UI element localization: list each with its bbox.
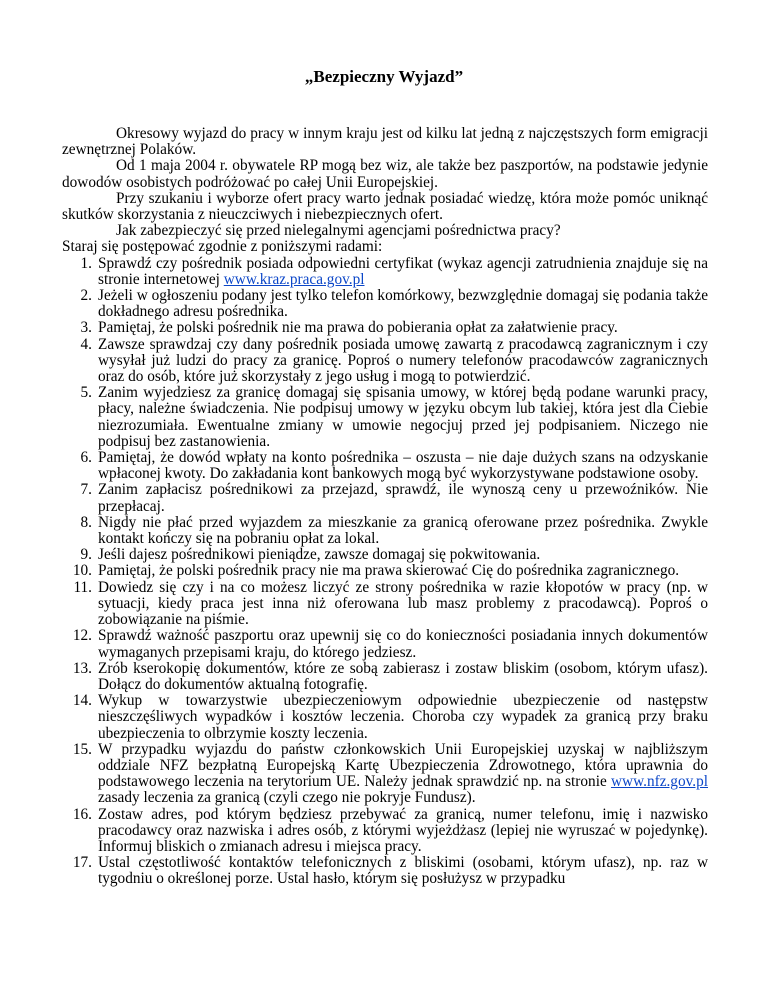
item-text: Nigdy nie płać przed wyjazdem za mieszkanie za granicą oferowane przez pośrednika. Zwykle kontakt kończy się na pobraniu opłat za lokal.	[98, 513, 708, 548]
item-number: 2.	[80, 287, 92, 305]
advice-item	[62, 547, 708, 563]
item-text: Zrób kserokopię dokumentów, które ze sobą zabierasz i zostaw bliskim (osobom, którym ufasz). Dołącz do dokumentów aktualną fotografię.	[98, 659, 708, 693]
item-text-after-link: zasady leczenia za granicą (czyli czego nie pokryje Fundusz).	[98, 789, 476, 807]
advice-list	[62, 256, 708, 888]
item-number: 17.	[72, 854, 92, 872]
item-number: 7.	[80, 481, 92, 499]
item-text: Sprawdź czy pośrednik posiada odpowiedni certyfikat (wykaz agencji zatrudnienia znajduje się na stronie internetowej	[98, 254, 708, 288]
advice-item	[62, 337, 708, 386]
item-text: Zawsze sprawdzaj czy dany pośrednik posiada umowę zawartą z pracodawcą zagranicznym i czy wysyłał już ludzi do pracy za granicę. Poproś o numery telefonów pracodawców zagranicznych oraz do osób, które już skorzystały z jego usług i mogą to potwierdzić.	[98, 335, 708, 386]
advice-lead: Staraj się postępować zgodnie z poniższymi radami:	[62, 238, 383, 256]
advice-item	[62, 563, 708, 579]
item-text: Jeśli dajesz pośrednikowi pieniądze, zawsze domagaj się pokwitowania.	[98, 546, 541, 564]
advice-item	[62, 320, 708, 336]
item-number: 8.	[80, 513, 92, 531]
item-text: Pamiętaj, że polski pośrednik pracy nie ma prawa skierować Cię do pośrednika zagranicznego.	[98, 562, 680, 580]
item-text: Zostaw adres, pod którym będziesz przebywać za granicą, numer telefonu, imię i nazwisko pracodawcy oraz nazwiska i adres osób, z którymi wyjeżdżasz (lepiej nie wyruszać w pojedynkę). Informuj bliskich o zmianach adresu i miejsca pracy.	[98, 805, 708, 855]
item-text: Wykup w towarzystwie ubezpieczeniowym odpowiednie ubezpieczenie od następstw nieszczęśliwych wypadków i kosztów leczenia. Choroba czy wypadek za granicą przy braku ubezpieczenia to olbrzymie koszty leczenia.	[98, 692, 708, 742]
document-body	[62, 126, 708, 888]
advice-item	[62, 450, 708, 482]
item-text: Zanim wyjedziesz za granicę domagaj się spisania umowy, w której będą podane warunki pracy, płacy, należne świadczenia. Nie podpisuj umowy w języku obcym lub takiej, która jest dla Ciebie niezrozumiała. Ewentualne zmiany w umowie negocjuj przed jej podpisaniem. Niczego nie podpisuj bez zastanowienia.	[98, 384, 708, 450]
item-number: 10.	[72, 562, 92, 580]
advice-item	[62, 256, 708, 288]
advice-item	[62, 385, 708, 450]
item-number: 14.	[72, 692, 92, 710]
item-number: 3.	[80, 319, 92, 337]
item-text: Dowiedz się czy i na co możesz liczyć ze strony pośrednika w razie kłopotów w pracy (np. w sytuacji, kiedy praca jest inna niż oferowana lub masz problemy z pracodawcą). Poproś o zobowiązanie na piśmie.	[98, 578, 708, 629]
item-number: 1.	[80, 254, 92, 272]
advice-item	[62, 855, 708, 887]
item-text: Zanim zapłacisz pośrednikowi za przejazd, sprawdź, ile wynoszą ceny u przewoźników. Nie przepłacaj.	[98, 481, 708, 515]
item-number: 9.	[80, 546, 92, 564]
item-number: 4.	[80, 335, 92, 353]
advice-item	[62, 742, 708, 807]
item-number: 11.	[73, 578, 92, 596]
item-text: Pamiętaj, że dowód wpłaty na konto pośrednika – oszusta – nie daje dużych szans na odzyskanie wpłaconej kwoty. Do zakładania kont bankowych mogą być wykorzystywane podstawione osoby.	[98, 449, 708, 483]
item-number: 13.	[72, 659, 92, 677]
advice-item	[62, 807, 708, 856]
advice-item	[62, 515, 708, 547]
item-number: 5.	[80, 384, 92, 402]
item-text: W przypadku wyjazdu do państw członkowskich Unii Europejskiej uzyskaj w najbliższym oddziale NFZ bezpłatną Europejską Kartę Ubezpieczenia Zdrowotnego, która uprawnia do podstawowego leczenia na terytorium UE. Należy jednak sprawdzić np. na stronie	[98, 740, 708, 791]
advice-item	[62, 693, 708, 742]
item-text: Pamiętaj, że polski pośrednik nie ma prawa do pobierania opłat za załatwienie pracy.	[98, 319, 618, 337]
question-paragraph: Jak zabezpieczyć się przed nielegalnymi agencjami pośrednictwa pracy?	[116, 222, 561, 240]
item-number: 16.	[72, 805, 92, 823]
advice-item	[62, 482, 708, 514]
kraz-link[interactable]: www.kraz.praca.gov.pl	[223, 270, 365, 288]
document-title: „Bezpieczny Wyjazd”	[304, 67, 464, 86]
item-text: Ustal częstotliwość kontaktów telefonicznych z bliskimi (osobami, którym ufasz), np. raz w tygodniu o określonej porze. Ustal hasło, którym się posłużysz w przypadku	[98, 854, 708, 888]
intro-paragraph: Przy szukaniu i wyborze ofert pracy warto jednak posiadać wiedzę, która może pomóc uniknąć skutków skorzystania z nieuczciwych i niebezpiecznych ofert.	[62, 189, 708, 224]
item-text: Sprawdź ważność paszportu oraz upewnij się co do konieczności posiadania innych dokumentów wymaganych przepisami kraju, do którego jedziesz.	[98, 627, 708, 661]
advice-item	[62, 661, 708, 693]
intro-paragraph: Od 1 maja 2004 r. obywatele RP mogą bez wiz, ale także bez paszportów, na podstawie jedynie dowodów osobistych podróżować po całej Unii Europejskiej.	[62, 157, 708, 191]
item-number: 15.	[72, 740, 92, 758]
advice-item	[62, 628, 708, 660]
intro-paragraph: Okresowy wyjazd do pracy w innym kraju jest od kilku lat jedną z najczęstszych form emigracji zewnętrznej Polaków.	[62, 125, 708, 159]
advice-item	[62, 288, 708, 320]
item-number: 12.	[72, 627, 92, 645]
advice-item	[62, 580, 708, 629]
nfz-link[interactable]: www.nfz.gov.pl	[610, 773, 708, 791]
item-text: Jeżeli w ogłoszeniu podany jest tylko telefon komórkowy, bezwzględnie domagaj się podania także dokładnego adresu pośrednika.	[98, 287, 708, 321]
item-number: 6.	[80, 449, 92, 467]
